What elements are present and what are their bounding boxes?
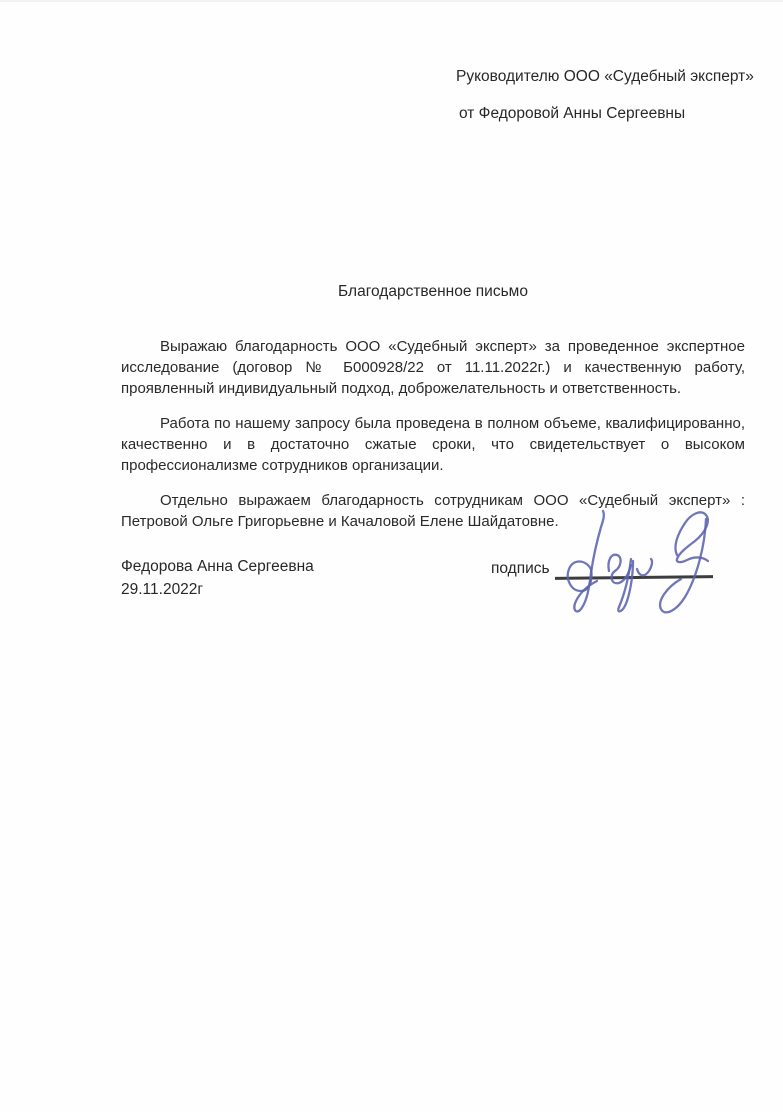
signer-name: Федорова Анна Сергеевна xyxy=(121,558,314,575)
letter-title: Благодарственное письмо xyxy=(338,283,528,300)
recipient-line-2: от Федоровой Анны Сергеевны xyxy=(459,105,686,122)
recipient-line-1: Руководителю ООО «Судебный эксперт» xyxy=(456,68,754,85)
handwritten-signature xyxy=(545,497,720,622)
letter-date: 29.11.2022г xyxy=(121,581,204,598)
signature-label: подпись xyxy=(491,560,550,577)
letter-paragraph-3: Отдельно выражаем благодарность сотрудникам ООО «Судебный эксперт» : Петровой Ольге Григорьевне и Качаловой Елене Шайдатовне. xyxy=(121,492,745,530)
letter-paragraph-2: Работа по нашему запросу была проведена в полном объеме, квалифицированно, качественно и в достаточно сжатые сроки, что свидетельствует о высоком профессионализме сотрудников организации. xyxy=(121,415,745,474)
letter-paragraph-1: Выражаю благодарность ООО «Судебный эксперт» за проведенное экспертное исследование (договор № Б000928/22 от 11.11.2022г.) и качественную работу, проявленный индивидуальный подход, доброжелательность и ответственность. xyxy=(121,338,745,397)
